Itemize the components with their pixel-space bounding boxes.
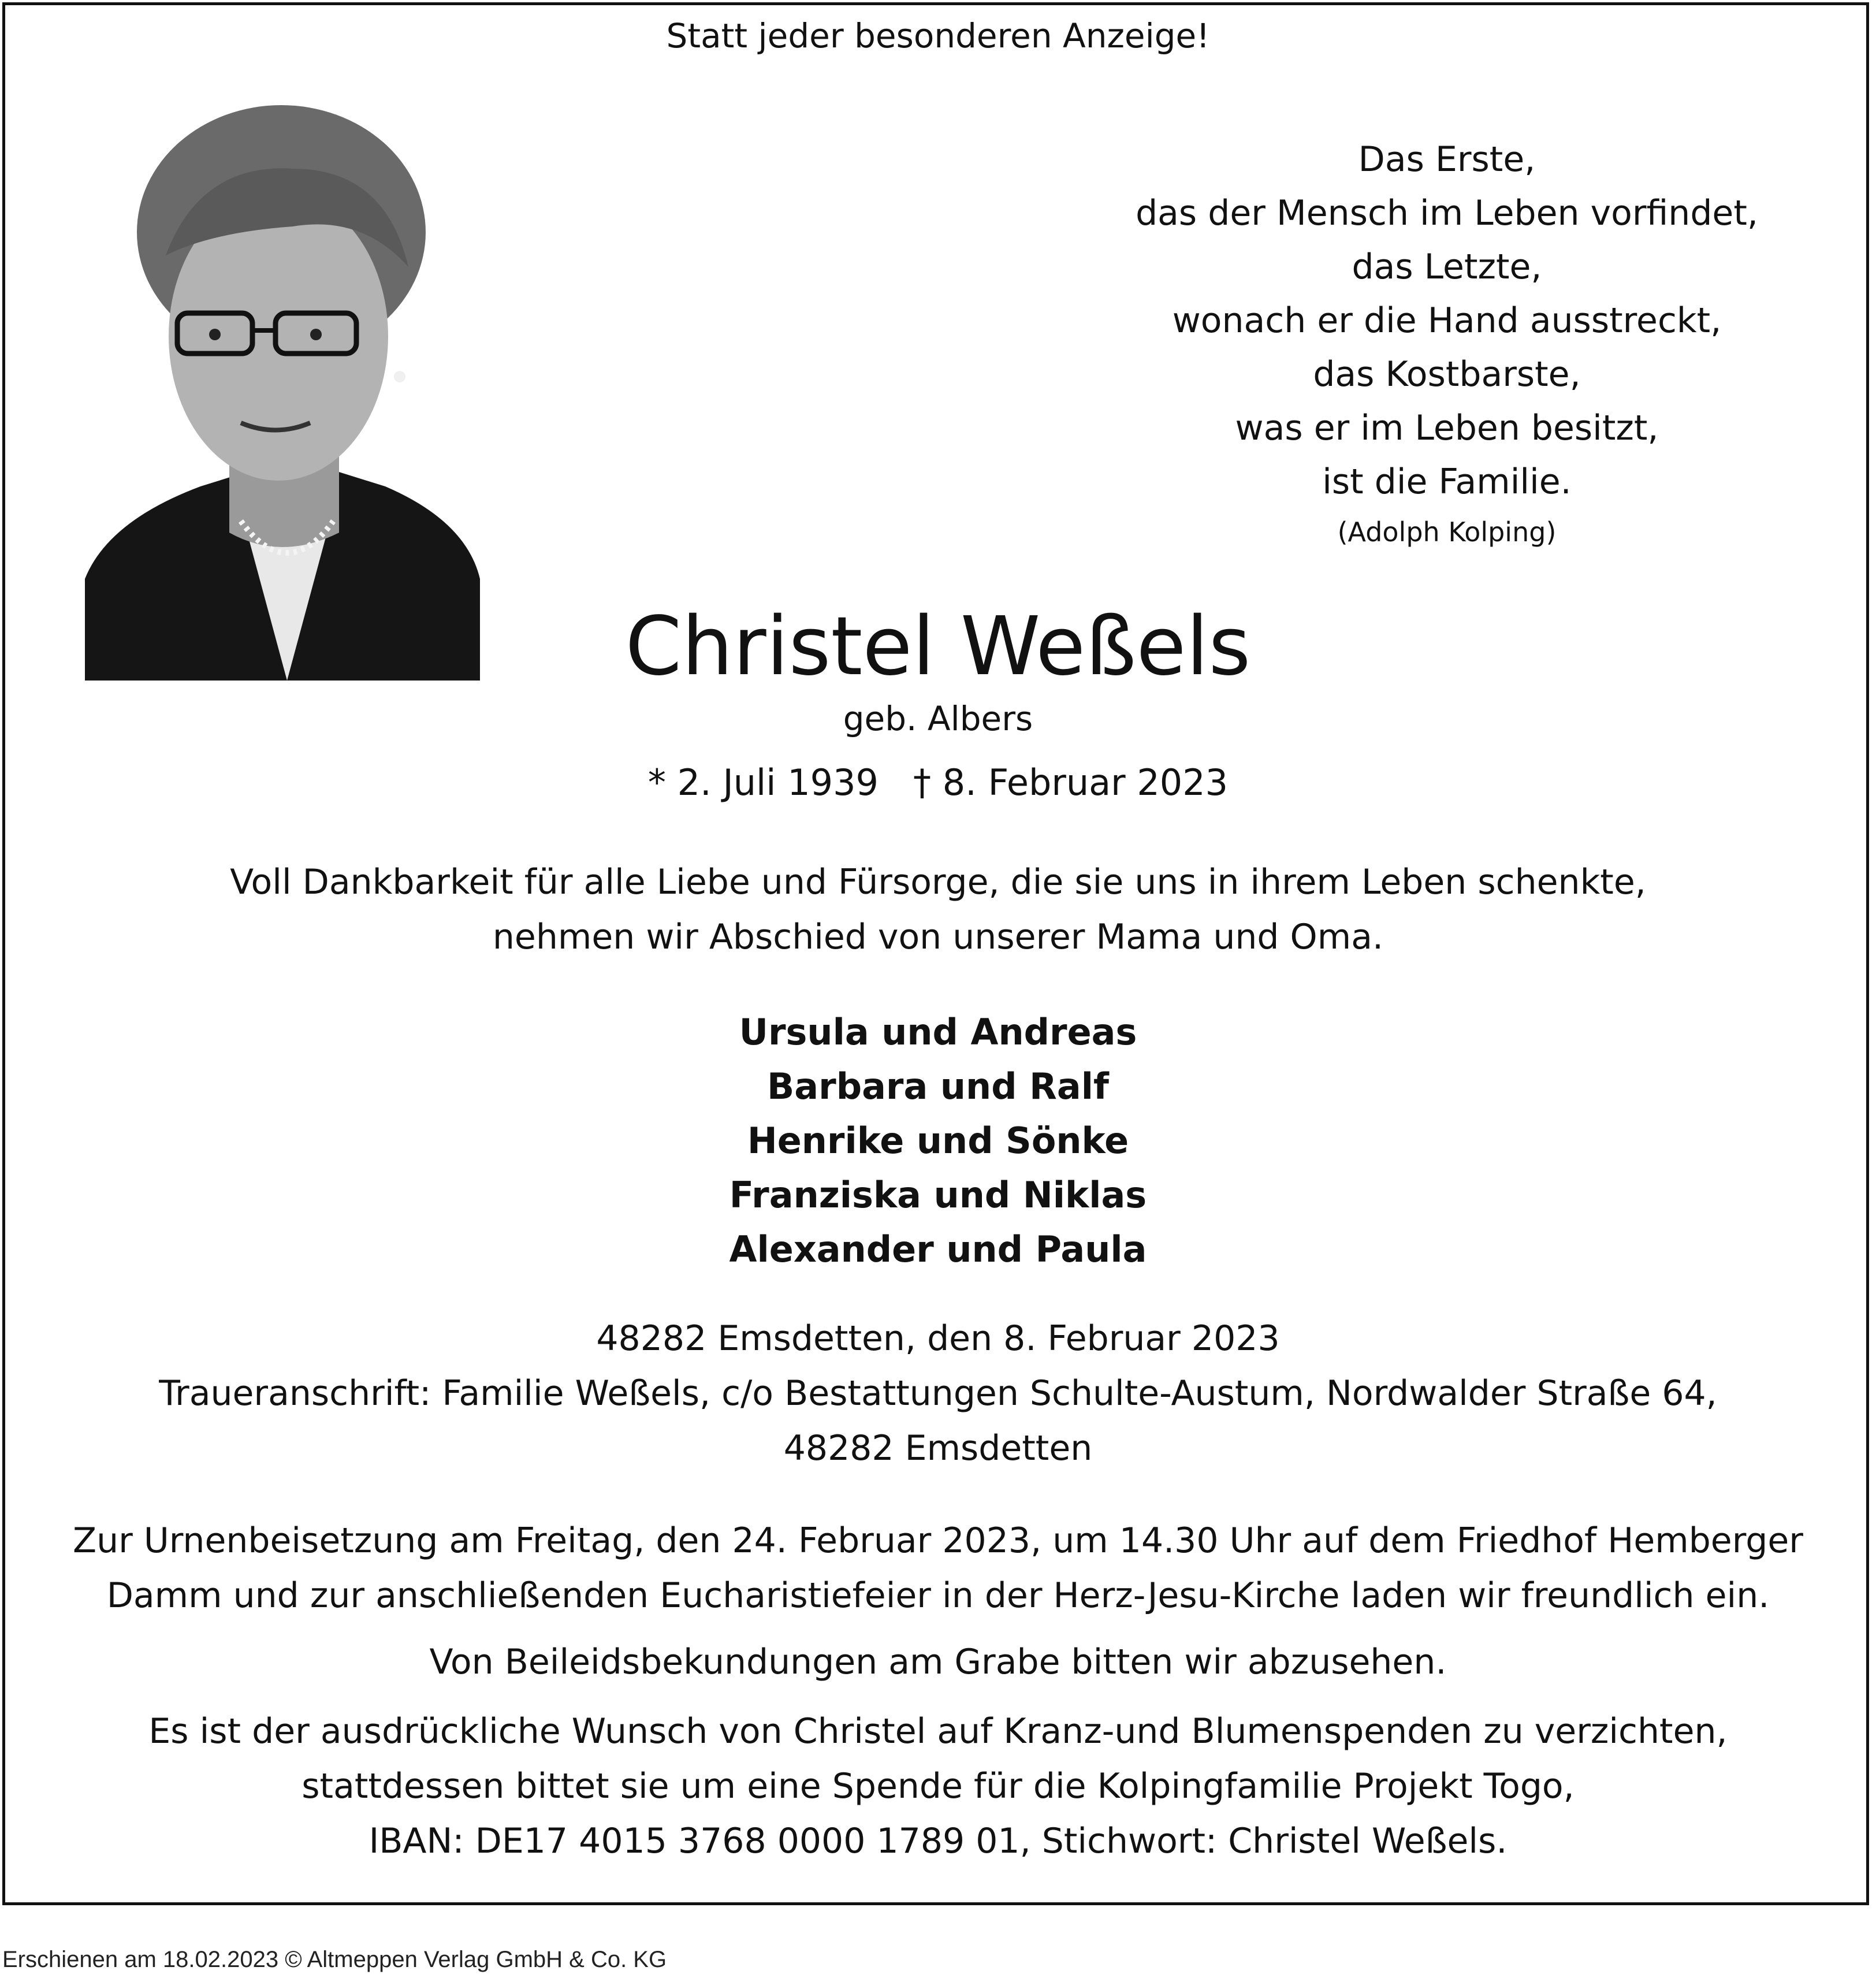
burial-notice: [0, 1514, 1876, 1623]
burial-line: Damm und zur anschließenden Eucharistiefeier in der Herz-Jesu-Kirche laden wir freundlich ein.: [106, 1575, 1770, 1616]
mourner: Barbara und Ralf: [767, 1065, 1109, 1107]
publication-footer: Erschienen am 18.02.2023 © Altmeppen Verlag GmbH & Co. KG: [2, 1947, 667, 1972]
portrait-image: [85, 82, 480, 681]
mourner: Ursula und Andreas: [739, 1011, 1137, 1053]
quote-line: das Kostbarste,: [1313, 354, 1581, 395]
mourner: Henrike und Sönke: [747, 1120, 1129, 1162]
donation-line: stattdessen bittet sie um eine Spende für die Kolpingfamilie Projekt Togo,: [302, 1766, 1574, 1806]
quote-line: wonach er die Hand ausstreckt,: [1172, 300, 1722, 341]
donation-request: [0, 1704, 1876, 1869]
thanks-line: Voll Dankbarkeit für alle Liebe und Fürsorge, die sie uns in ihrem Leben schenkte,: [230, 862, 1646, 902]
burial-line: Zur Urnenbeisetzung am Freitag, den 24. Februar 2023, um 14.30 Uhr auf dem Friedhof Hemberger: [73, 1520, 1803, 1561]
life-dates: [0, 761, 1876, 804]
mourning-address-city: 48282 Emsdetten: [783, 1428, 1093, 1468]
no-condolence-note: Von Beileidsbekundungen am Grabe bitten wir abzusehen.: [429, 1642, 1447, 1682]
donation-iban: IBAN: DE17 4015 3768 0000 1789 01, Stichwort: Christel Weßels.: [368, 1821, 1508, 1861]
headline: Statt jeder besonderen Anzeige!: [666, 16, 1210, 55]
quote-line: das Letzte,: [1352, 247, 1542, 287]
mourning-address: Traueranschrift: Familie Weßels, c/o Bestattungen Schulte-Austum, Nordwalder Straße 64,: [159, 1373, 1717, 1414]
quote-line: was er im Leben besitzt,: [1235, 408, 1659, 448]
birth-date: * 2. Juli 1939: [647, 761, 879, 804]
deceased-name: Christel Weßels: [625, 600, 1251, 694]
place-and-address: [0, 1311, 1876, 1476]
donation-line: Es ist der ausdrückliche Wunsch von Christel auf Kranz-und Blumenspenden zu verzichten,: [148, 1711, 1728, 1752]
mourner: Alexander und Paula: [729, 1228, 1147, 1270]
place-date: 48282 Emsdetten, den 8. Februar 2023: [596, 1318, 1280, 1359]
mourners-list: [0, 1005, 1876, 1277]
quote-line: ist die Familie.: [1322, 462, 1572, 502]
death-date: † 8. Februar 2023: [913, 761, 1229, 804]
maiden-name: geb. Albers: [843, 699, 1033, 738]
thanks-line: nehmen wir Abschied von unserer Mama und Oma.: [492, 917, 1384, 957]
thanks-text: [0, 855, 1876, 965]
quote-block: [1040, 133, 1854, 555]
quote-line: das der Mensch im Leben vorfindet,: [1136, 193, 1758, 233]
mourner: Franziska und Niklas: [729, 1174, 1147, 1216]
quote-author: (Adolph Kolping): [1337, 516, 1557, 548]
quote-line: Das Erste,: [1358, 139, 1536, 180]
portrait-photo: [85, 82, 480, 681]
